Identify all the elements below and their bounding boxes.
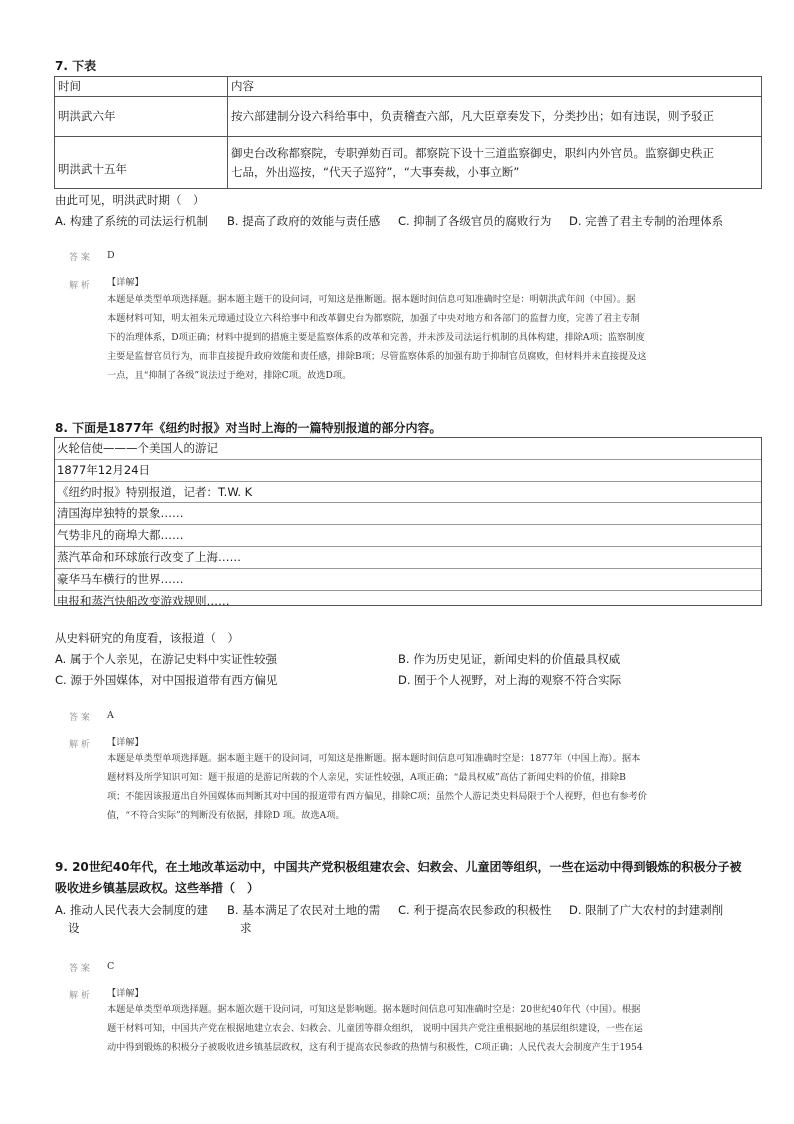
q9-option-b[interactable] xyxy=(227,901,397,937)
explanation-line: 一点，且“抑制了各级”说法过于绝对，排除C项。故选D项。 xyxy=(107,370,352,381)
explanation-line: 主要是监督官员行为，而非直接提升政府效能和责任感，排除B项；尽管监察体系的加强有助于抑制官员腐败，但材料并未直接提及这 xyxy=(107,351,647,362)
table-cell-content xyxy=(228,137,762,189)
table-cell-text: 七品，外出巡按，“代天子巡狩”，“大事奏裁，小事立断” xyxy=(231,164,520,179)
explanation-line: 值，“不符合实际”的判断没有依据，排除D 项。故选A项。 xyxy=(107,810,345,821)
table-row xyxy=(55,97,762,137)
explanation-line: 项；不能因该报道出自外国媒体而判断其对中国的报道带有西方偏见，排除C项；虽然个人游记类史料局限于个人视野，但也有参考价 xyxy=(107,791,647,802)
q8-analysis-label: 解 析 xyxy=(69,740,90,750)
explanation-line: 本题是单类型单项选择题。据本题主题干的设问词，可知这是推断题。据本题时间信息可知准确时空是：明朝洪武年间（中国）。据 xyxy=(107,294,636,305)
q7-option-b[interactable]: B. 提高了政府的效能与责任感 xyxy=(227,214,381,228)
option-line: 求 xyxy=(240,921,252,935)
q9-option-c[interactable] xyxy=(398,901,568,919)
explanation-line: 动中得到锻炼的积极分子被吸收进乡镇基层政权，这有利于提高农民参政的热情与积极性，C项正确；人民代表大会制度产生于1954 xyxy=(107,1042,643,1053)
explanation-line: 下的治理体系，D项正确；材料中提到的措施主要是监察体系的改革和完善，并未涉及司法运行机制的具体构建，排除A项；监察制度 xyxy=(107,332,645,343)
q8-answer-value: A xyxy=(107,710,114,721)
option-line: D. 限制了广大农村的封建剥削 xyxy=(569,903,724,917)
q9-detail-tag: 【详解】 xyxy=(107,988,144,999)
option-line: B. 基本满足了农民对土地的需 xyxy=(227,903,381,917)
q9-explanation xyxy=(107,1000,643,1057)
material-line: 蒸汽革命和环球旅行改变了上海…… xyxy=(55,547,761,569)
q8-material-box xyxy=(54,437,762,606)
q9-option-a[interactable] xyxy=(55,901,225,937)
material-line: 《纽约时报》特别报道，记者：T.W. K xyxy=(55,482,761,504)
q9-answer-value: C xyxy=(107,961,115,972)
q7-explanation xyxy=(107,290,647,385)
q9-title-line2: 吸收进乡镇基层政权。这些举措（ ） xyxy=(55,881,260,895)
material-line: 1877年12月24日 xyxy=(55,460,761,482)
table-cell-text: 御史台改称都察院，专职弹劾百司。都察院下设十三道监察御史，职纠内外官员。监察御史秩正 xyxy=(231,145,714,160)
q7-answer-value: D xyxy=(107,250,115,261)
table-header-row xyxy=(55,77,762,97)
table-cell-time: 明洪武十五年 xyxy=(55,137,228,189)
q7-stem: 由此可见，明洪武时期（ ） xyxy=(55,193,205,207)
table-header-time: 时间 xyxy=(55,77,228,97)
q8-detail-tag: 【详解】 xyxy=(107,737,144,748)
explanation-line: 题干材料可知，中国共产党在根据地建立农会、妇救会、儿童团等群众组织， 说明中国共产党注重根据地的基层组织建设，一些在运 xyxy=(107,1023,643,1034)
material-line: 气势非凡的商埠大都…… xyxy=(55,525,761,547)
table-cell-content xyxy=(228,97,762,137)
material-line: 清国海岸独特的景象…… xyxy=(55,503,761,525)
explanation-line: 本题材料可知，明太祖朱元璋通过设立六科给事中和改革御史台为都察院，加强了中央对地方和各部门的监督力度，完善了君主专制 xyxy=(107,313,640,324)
option-line: 设 xyxy=(68,921,80,935)
material-line: 豪华马车横行的世界…… xyxy=(55,569,761,591)
table-header-content: 内容 xyxy=(228,77,762,97)
q9-option-d[interactable] xyxy=(569,901,759,919)
q7-title: 7. 下表 xyxy=(55,59,97,73)
q8-stem: 从史料研究的角度看，该报道（ ） xyxy=(55,631,239,645)
q7-analysis-label: 解 析 xyxy=(69,281,90,291)
q9-analysis-label: 解 析 xyxy=(69,991,90,1001)
q7-option-d[interactable]: D. 完善了君主专制的治理体系 xyxy=(569,214,724,228)
q7-detail-tag: 【详解】 xyxy=(107,277,144,288)
q8-option-d[interactable]: D. 囿于个人视野，对上海的观察不符合实际 xyxy=(398,673,622,687)
table-cell-time: 明洪武六年 xyxy=(55,97,228,137)
explanation-line: 本题是单类型单项选择题。据本题主题干的设问词，可知这是推断题。据本题时间信息可知准确时空是：1877年（中国上海）。据本 xyxy=(107,753,641,764)
table-cell-text: 按六部建制分设六科给事中，负责稽查六部，凡大臣章奏发下，分类抄出；如有违误，则予驳正 xyxy=(231,109,714,123)
q8-title: 8. 下面是1877年《纽约时报》对当时上海的一篇特别报道的部分内容。 xyxy=(55,421,442,435)
q9-answer-label: 答 案 xyxy=(69,964,90,974)
q7-option-a[interactable]: A. 构建了系统的司法运行机制 xyxy=(55,214,208,228)
option-line: C. 利于提高农民参政的积极性 xyxy=(398,903,552,917)
material-line: 电报和蒸汽快船改变游戏规则…… xyxy=(57,593,230,608)
material-line: 火轮信使———个美国人的游记 xyxy=(55,438,761,460)
q8-option-b[interactable]: B. 作为历史见证，新闻史料的价值最具权威 xyxy=(398,652,621,666)
q7-table xyxy=(54,76,762,189)
q7-option-c[interactable]: C. 抑制了各级官员的腐败行为 xyxy=(398,214,552,228)
q8-explanation xyxy=(107,749,647,825)
q9-title-line1: 9. 20世纪40年代，在土地改革运动中，中国共产党积极组建农会、妇救会、儿童团等组织，一些在运动中得到锻炼的积极分子被 xyxy=(55,860,742,874)
q7-answer-label: 答 案 xyxy=(69,253,90,263)
explanation-line: 题材料及所学知识可知：题干报道的是游记所载的个人亲见，实证性较强，A项正确；“最具权威”高估了新闻史料的价值，排除B xyxy=(107,772,626,783)
q8-answer-label: 答 案 xyxy=(69,713,90,723)
explanation-line: 本题是单类型单项选择题。据本题次题干设问词，可知这是影响题。据本题时间信息可知准确时空是：20世纪40年代（中国）。根据 xyxy=(107,1004,641,1015)
q8-option-a[interactable]: A. 属于个人亲见，在游记史料中实证性较强 xyxy=(55,652,277,666)
q8-option-c[interactable]: C. 源于外国媒体，对中国报道带有西方偏见 xyxy=(55,673,278,687)
option-line: A. 推动人民代表大会制度的建 xyxy=(55,903,208,917)
table-row xyxy=(55,137,762,189)
